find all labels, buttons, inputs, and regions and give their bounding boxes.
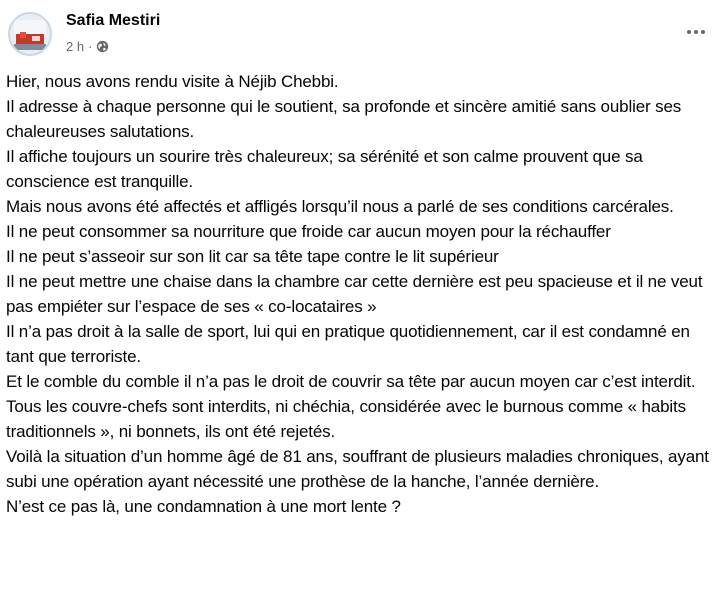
- more-options-icon: [687, 30, 691, 34]
- post-line: Il ne peut s’asseoir sur son lit car sa tête tape contre le lit supérieur: [6, 247, 499, 266]
- post-line: Il ne peut mettre une chaise dans la chambre car cette dernière est peu spacieuse et il ne veut pas empiéter sur l’espace de ses « co-locataires »: [6, 272, 703, 316]
- globe-icon[interactable]: [96, 40, 109, 53]
- author-name[interactable]: Safia Mestiri: [66, 12, 161, 29]
- post-line: Tous les couvre-chefs sont interdits, ni chéchia, considérée avec le burnous comme « habits traditionnels », ni bonnets, ils ont été rejetés.: [6, 397, 686, 441]
- avatar-image: [10, 14, 50, 54]
- post-line: Mais nous avons été affectés et affligés lorsqu’il nous a parlé de ses conditions carcérales.: [6, 197, 674, 216]
- post-line: Il affiche toujours un sourire très chaleureux; sa sérénité et son calme prouvent que sa conscience est tranquille.: [6, 147, 643, 191]
- post-time[interactable]: 2 h: [66, 39, 85, 54]
- post-line: Il ne peut consommer sa nourriture que froide car aucun moyen pour la réchauffer: [6, 222, 611, 241]
- more-options-icon: [694, 30, 698, 34]
- more-options-icon: [701, 30, 705, 34]
- meta-separator: ·: [88, 39, 93, 54]
- post-meta: [66, 39, 109, 54]
- post-line: Et le comble du comble il n’a pas le droit de couvrir sa tête par aucun moyen car c’est interdit.: [6, 372, 696, 391]
- author-avatar[interactable]: [8, 12, 52, 56]
- post-line: N’est ce pas là, une condamnation à une mort lente ?: [6, 497, 401, 516]
- more-options-button[interactable]: [682, 20, 710, 44]
- post-line: Il n’a pas droit à la salle de sport, lui qui en pratique quotidiennement, car il est condamné en tant que terroriste.: [6, 322, 690, 366]
- post-body: [6, 69, 718, 519]
- post-line: Hier, nous avons rendu visite à Néjib Chebbi.: [6, 72, 339, 91]
- post-line: Il adresse à chaque personne qui le soutient, sa profonde et sincère amitié sans oublier ses chaleureuses salutations.: [6, 97, 682, 141]
- post-line: Voilà la situation d’un homme âgé de 81 ans, souffrant de plusieurs maladies chroniques, ayant subi une opération ayant nécessité une prothèse de la hanche, l’année dernière.: [6, 447, 709, 491]
- post-header: [8, 12, 718, 60]
